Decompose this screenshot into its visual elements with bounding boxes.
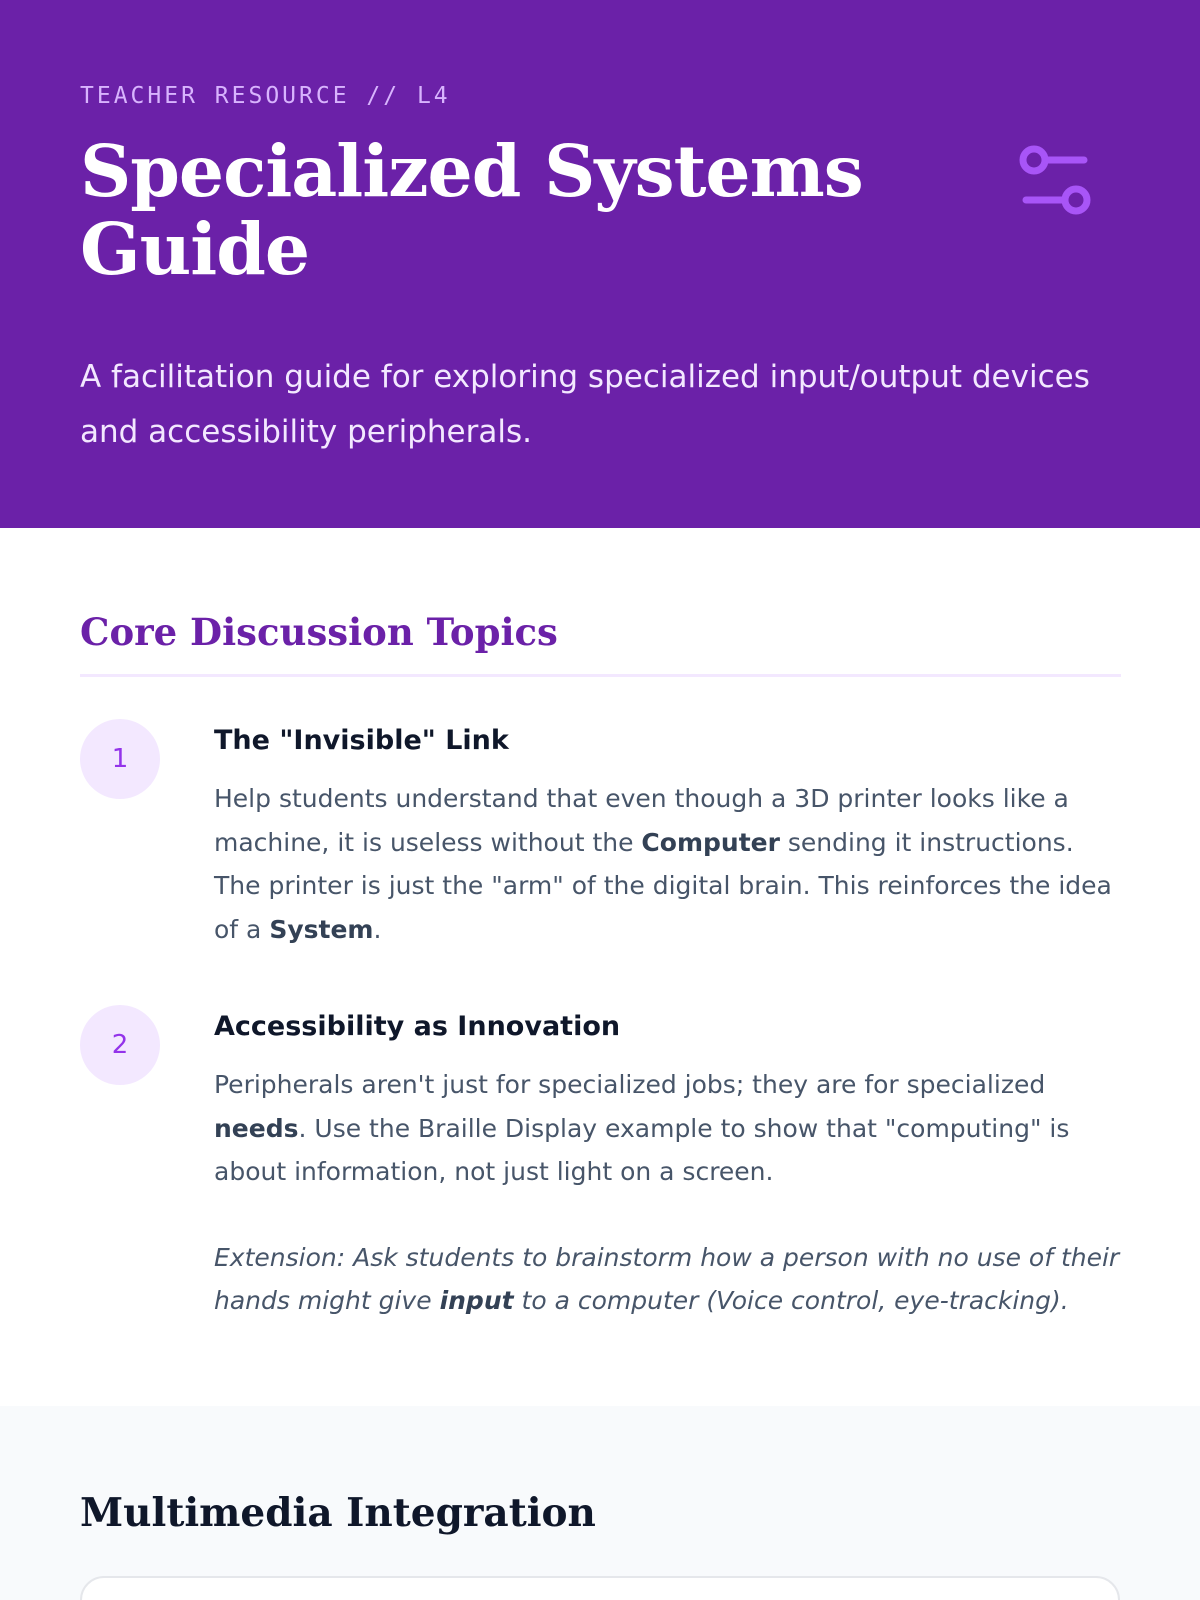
- bold-term: Computer: [641, 827, 780, 857]
- multimedia-card: [80, 1576, 1120, 1600]
- multimedia-section: [0, 1406, 1200, 1600]
- topic-description: Peripherals aren't just for specialized jobs; they are for specialized needs. Use the Braille Display example to show that "computing" is about information, not just light on a screen.: [214, 1070, 1070, 1186]
- bold-term: input: [439, 1286, 514, 1315]
- topic-item: [80, 1005, 1120, 1323]
- topic-number-badge: 2: [80, 1005, 160, 1085]
- core-discussion-section: [0, 528, 1200, 1406]
- topic-extension: Extension: Ask students to brainstorm how a person with no use of their hands might give input to a computer (Voice control, eye-tracking).: [214, 1242, 1120, 1315]
- topic-description: Help students understand that even though a 3D printer looks like a machine, it is useless without the Computer sending it instructions. The printer is just the "arm" of the digital brain. This reinforces the idea of a System.: [214, 784, 1112, 944]
- hero-banner: [0, 0, 1200, 528]
- page-title: Specialized Systems Guide: [80, 129, 863, 291]
- section-title: Core Discussion Topics: [80, 610, 1121, 677]
- multimedia-title: Multimedia Integration: [80, 1490, 596, 1536]
- sliders-icon: [1018, 144, 1100, 226]
- bold-term: needs: [214, 1113, 299, 1143]
- topic-number-badge: 1: [80, 719, 160, 799]
- topic-title: The "Invisible" Link: [214, 725, 509, 756]
- hero-subtitle: A facilitation guide for exploring specialized input/output devices and accessibility peripherals.: [80, 359, 1090, 450]
- bold-term: System: [269, 914, 374, 944]
- eyebrow-label: TEACHER RESOURCE // L4: [80, 83, 451, 109]
- topic-body: [214, 1005, 1120, 1323]
- topic-body: [214, 719, 1120, 951]
- topic-item: [80, 719, 1120, 951]
- topic-title: Accessibility as Innovation: [214, 1011, 621, 1042]
